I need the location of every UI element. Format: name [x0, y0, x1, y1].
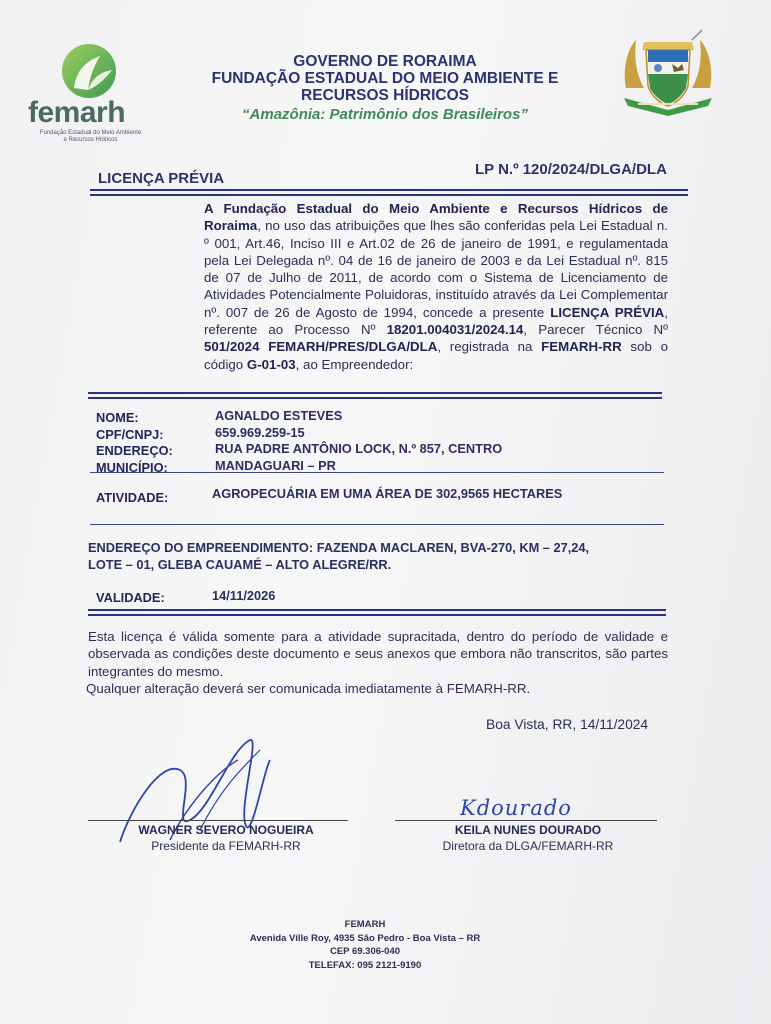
cpf-value: 659.969.259-15 [215, 424, 305, 440]
validity-rule-bottom [88, 614, 666, 616]
site-address [88, 540, 678, 573]
name-label: NOME: [96, 410, 139, 425]
entrepreneur-values [215, 408, 502, 474]
intro-text-4: , registrada na [437, 339, 542, 355]
entrepreneur-rule-end [90, 472, 664, 473]
director-role: Diretora da DLGA/FEMARH-RR [442, 839, 614, 853]
terms-notice: Qualquer alteração deverá ser comunicada imediatamente à FEMARH-RR. [86, 681, 531, 696]
registration-code: G-01-03 [246, 356, 296, 372]
place-date: Boa Vista, RR, 14/11/2024 [486, 717, 649, 732]
logo-wordmark: femarh [28, 96, 126, 129]
activity-label: ATIVIDADE: [96, 490, 169, 505]
intro-paragraph [204, 200, 668, 373]
city-value: MANDAGUARI – PR [215, 457, 336, 473]
footer-cep: CEP 69.306-040 [329, 946, 401, 957]
header-motto: “Amazônia: Patrimônio dos Brasileiros” [242, 106, 528, 123]
footer-phone: TELEFAX: 095 2121-9190 [308, 959, 422, 971]
president-role: Presidente da FEMARH-RR [151, 839, 301, 853]
entrepreneur-rule-bottom [88, 397, 662, 399]
name-value: AGNALDO ESTEVES [215, 408, 343, 423]
femarh-inline: FEMARH-RR [541, 339, 622, 355]
header-block [150, 53, 620, 123]
license-type-inline: LICENÇA PRÉVIA [550, 304, 665, 320]
intro-text-6: , ao Empreendedor: [295, 356, 414, 372]
director-name: KEILA NUNES DOURADO [454, 823, 602, 837]
terms-paragraph: Esta licença é válida somente para a atividade supracitada, dentro do período de validade e observada as condições deste documento e seus anexos que embora não transcritos, são partes integrantes do mesmo. [88, 629, 668, 679]
president-name: WAGNER SEVERO NOGUEIRA [138, 823, 314, 837]
title-rule-top [90, 189, 688, 191]
entrepreneur-rule-top [88, 392, 662, 394]
intro-text-1: , no uso das atribuições que lhes são conferidas pela Lei Estadual n. º 001, Art.46, Inciso III e Art.02 de 26 de janeiro de 1991, e regulamentada pela Lei Delegada nº. 04 de 16 de janeiro de 2003 e da Lei Estadual nº. 815 de 07 de Julho de 2011, de acordo com o Sistema de Licenciamento de Atividades Potencialmente Poluidoras, instituído através da Lei Complementar nº. 007 de 26 de Agosto de 1994, concede a presente [204, 218, 668, 320]
signature-line-right [395, 820, 657, 821]
intro-text-5: sob o código [204, 339, 668, 372]
leaf-logo-icon [54, 42, 124, 100]
signature-director [398, 823, 658, 853]
license-number: LP N.º 120/2024/DLGA/DLA [475, 161, 667, 178]
handwritten-signature: Kdourado [460, 796, 572, 820]
footer-org: FEMARH [344, 919, 386, 930]
site-address-line-2: LOTE – 01, GLEBA CAUAMÉ – ALTO ALEGRE/RR. [88, 556, 392, 572]
process-number: 18201.004031/2024.14 [386, 322, 524, 338]
intro-text-3: , Parecer Técnico Nº [523, 322, 668, 338]
femarh-logo [28, 42, 153, 142]
signature-president [96, 823, 356, 853]
city-label: MUNICÍPIO: [96, 459, 168, 475]
coat-of-arms-icon [618, 28, 718, 120]
logo-subtitle-line-2: e Recursos Hídricos [63, 137, 118, 143]
logo-subtitle-line-1: Fundação Estadual do Meio Ambiente [39, 130, 142, 136]
address-value: RUA PADRE ANTÔNIO LOCK, N.º 857, CENTRO [215, 441, 503, 456]
signature-line-left [88, 820, 348, 821]
header-line-2: FUNDAÇÃO ESTADUAL DO MEIO AMBIENTE E [211, 70, 559, 87]
intro-text-2: , referente ao Processo Nº [204, 304, 668, 338]
title-rule-bottom [90, 194, 688, 196]
parecer-number: 501/2024 FEMARH/PRES/DLGA/DLA [204, 339, 438, 355]
header-line-3: RECURSOS HÍDRICOS [301, 87, 469, 104]
logo-subtitle [28, 130, 153, 144]
license-type-label: LICENÇA PRÉVIA [98, 170, 225, 187]
header-line-1: GOVERNO DE RORAIMA [293, 53, 477, 70]
cpf-label: CPF/CNPJ: [96, 426, 164, 442]
footer [180, 918, 550, 972]
validity-label: VALIDADE: [96, 590, 165, 605]
footer-address: Avenida Ville Roy, 4935 São Pedro - Boa Vista – RR [249, 932, 481, 944]
validity-value: 14/11/2026 [212, 588, 276, 603]
validity-rule-top [88, 609, 666, 611]
activity-value: AGROPECUÁRIA EM UMA ÁREA DE 302,9565 HECTARES [212, 486, 563, 501]
site-address-line-1: ENDEREÇO DO EMPREENDIMENTO: FAZENDA MACLAREN, BVA-270, KM – 27,24, [88, 540, 590, 555]
address-label: ENDEREÇO: [96, 443, 173, 458]
entrepreneur-labels [96, 410, 173, 476]
foundation-name: A Fundação Estadual do Meio Ambiente e Recursos Hídricos de Roraima [204, 201, 668, 234]
activity-rule [90, 524, 664, 525]
